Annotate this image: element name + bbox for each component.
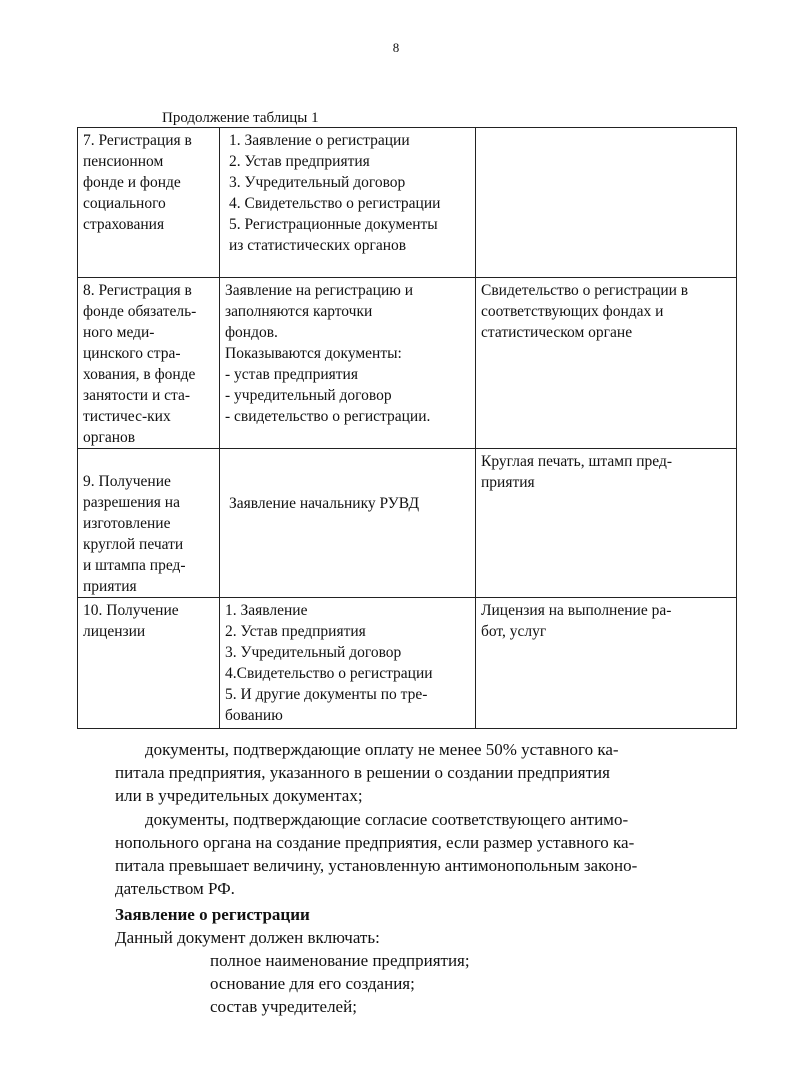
step-line: приятия	[83, 578, 137, 595]
step-line: тистичес-ких	[83, 408, 171, 425]
document-line: 1. Заявление о регистрации	[229, 132, 410, 149]
document-line: - свидетельство о регистрации.	[225, 408, 431, 425]
step-cell	[78, 449, 220, 598]
documents-cell	[220, 598, 476, 729]
result-line: соответствующих фондах и	[481, 303, 664, 320]
document-line: Показываются документы:	[225, 345, 402, 362]
table-row	[78, 278, 737, 449]
document-line: фондов.	[225, 324, 278, 341]
step-line: лицензии	[83, 623, 146, 640]
table-row	[78, 128, 737, 278]
result-line: Лицензия на выполнение ра-	[481, 602, 672, 619]
step-line: пенсионном	[83, 153, 164, 170]
paragraph-antimonopoly	[115, 808, 715, 900]
result-cell	[476, 128, 737, 278]
result-line: Свидетельство о регистрации в	[481, 282, 689, 299]
result-cell	[476, 449, 737, 598]
step-line: изготовление	[83, 515, 171, 532]
paragraph-line: или в учредительных документах;	[115, 786, 363, 805]
list-item: полное наименование предприятия;	[210, 951, 470, 970]
paragraph-line: питала превышает величину, установленную антимонопольным законо-	[115, 856, 638, 875]
document-line: - учредительный договор	[225, 387, 392, 404]
document-line: 1. Заявление	[225, 602, 308, 619]
result-line: статистическом органе	[481, 324, 633, 341]
paragraph-line: питала предприятия, указанного в решении о создании предприятия	[115, 763, 610, 782]
step-line: фонде и фонде	[83, 174, 181, 191]
step-line: ного меди-	[83, 324, 155, 341]
list-item: состав учредителей;	[210, 997, 357, 1016]
paragraph-payment	[115, 738, 715, 807]
step-cell	[78, 278, 220, 449]
step-line: 9. Получение	[83, 473, 171, 490]
documents-cell	[220, 449, 476, 598]
document-line: - устав предприятия	[225, 366, 358, 383]
document-line: 5. И другие документы по тре-	[225, 686, 428, 703]
document-line: бованию	[225, 707, 283, 724]
document-line: 2. Устав предприятия	[229, 153, 370, 170]
step-cell	[78, 128, 220, 278]
step-line: разрешения на	[83, 494, 180, 511]
paragraph-line: документы, подтверждающие оплату не менее 50% уставного ка-	[145, 740, 619, 759]
step-line: цинского стра-	[83, 345, 181, 362]
document-line: 3. Учредительный договор	[229, 174, 406, 191]
step-line: и штампа пред-	[83, 557, 186, 574]
step-line: 8. Регистрация в	[83, 282, 192, 299]
paragraph-line: нопольного органа на создание предприятия, если размер уставного ка-	[115, 833, 635, 852]
document-line: 4. Свидетельство о регистрации	[229, 195, 441, 212]
result-line: приятия	[481, 474, 535, 491]
result-line: Круглая печать, штамп пред-	[481, 453, 673, 470]
document-line: 5. Регистрационные документы	[229, 216, 438, 233]
step-line: 7. Регистрация в	[83, 132, 192, 149]
section-heading: Заявление о регистрации	[115, 905, 310, 924]
registration-table	[77, 127, 737, 729]
document-line: Заявление на регистрацию и	[225, 282, 413, 299]
document-line: Заявление начальнику РУВД	[229, 495, 420, 512]
document-line: из статистических органов	[229, 237, 407, 254]
result-cell	[476, 598, 737, 729]
paragraph-line: документы, подтверждающие согласие соответствующего антимо-	[145, 810, 629, 829]
result-cell	[476, 278, 737, 449]
step-line: фонде обязатель-	[83, 303, 197, 320]
documents-cell	[220, 278, 476, 449]
document-line: 3. Учредительный договор	[225, 644, 402, 661]
section-block	[115, 903, 715, 1018]
step-line: социального	[83, 195, 166, 212]
step-line: круглой печати	[83, 536, 184, 553]
list-item: основание для его создания;	[210, 974, 415, 993]
document-line: 2. Устав предприятия	[225, 623, 366, 640]
step-line: страхования	[83, 216, 165, 233]
step-line: хования, в фонде	[83, 366, 196, 383]
documents-cell	[220, 128, 476, 278]
section-intro: Данный документ должен включать:	[115, 928, 380, 947]
page-number: 8	[392, 40, 400, 55]
document-line: 4.Свидетельство о регистрации	[225, 665, 433, 682]
table-row	[78, 598, 737, 729]
result-line: бот, услуг	[481, 623, 547, 640]
step-line: занятости и ста-	[83, 387, 191, 404]
step-line: 10. Получение	[83, 602, 179, 619]
table-caption: Продолжение таблицы 1	[162, 110, 319, 126]
step-line: органов	[83, 429, 136, 446]
step-cell	[78, 598, 220, 729]
paragraph-line: дательством РФ.	[115, 879, 235, 898]
document-line: заполняются карточки	[225, 303, 373, 320]
table-row	[78, 449, 737, 598]
